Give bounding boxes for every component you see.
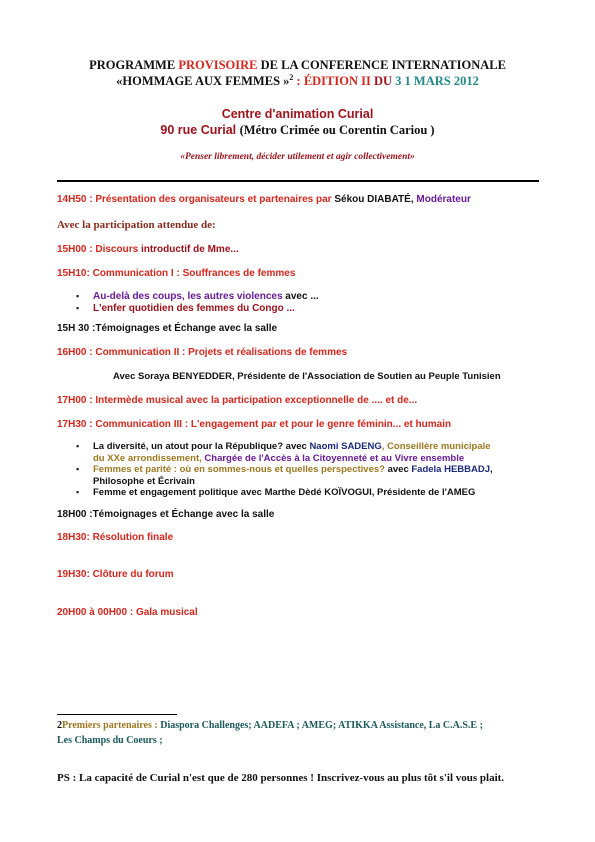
title-part: : ÉDITION II	[293, 74, 374, 89]
speaker-role: Chargée de l'Accès à la Citoyenneté et au Vivre ensemble	[204, 453, 465, 464]
title-part: PROVISOIRE	[178, 58, 258, 72]
item-text: Femmes et parité : où en sommes-nous et quelles perspectives?	[93, 464, 388, 475]
item-text: avec	[387, 464, 412, 475]
program-item-1500	[57, 244, 239, 255]
footnote-divider	[57, 714, 177, 715]
list-item: L'enfer quotidien des femmes du Congo ...	[93, 303, 295, 314]
program-item-1730: 17H30 : Communication III : L'engagement par et pour le genre féminin... et humain	[57, 419, 452, 430]
list-item-continued: Philosophe et Écrivain	[93, 476, 195, 487]
program-item-1450	[57, 194, 471, 205]
list-item	[93, 441, 491, 452]
program-item-1530: 15H 30 :Témoignages et Échange avec la salle	[57, 323, 278, 334]
venue-street: 90 rue Curial	[160, 123, 240, 137]
partner-list-continued: Les Champs du Coeurs ;	[57, 735, 163, 746]
ps-note: PS : La capacité de Curial n'est que de 280 personnes ! Inscrivez-vous au plus tôt s'il vous plait.	[57, 772, 505, 784]
title-part: DU	[373, 74, 396, 89]
list-item	[93, 291, 319, 302]
title-line-1	[0, 58, 595, 73]
speaker-role: , Conseillère municipale	[381, 441, 491, 452]
speaker-name: Sékou DIABATÉ	[334, 194, 411, 205]
motto: «Penser librement, décider utilement et agir collectivement»	[180, 152, 415, 162]
title-part: PROGRAMME	[89, 58, 179, 72]
speaker-name: Naomi SADENG	[309, 441, 382, 452]
list-item: Femme et engagement politique avec Marthe Dèdé KOÏVOGUI, Présidente de l'AMEG	[93, 487, 476, 498]
bullet-icon: ▪	[76, 487, 80, 497]
bullet-icon: ▪	[76, 441, 80, 451]
item-text: La diversité, un atout pour la République?	[93, 441, 286, 452]
program-item-1600-speaker: Avec Soraya BENYEDDER, Présidente de l'Association de Soutien au Peuple Tunisien	[113, 371, 501, 382]
item-text: 14H50 : Présentation des organisateurs et partenaires par	[57, 194, 335, 205]
footnote-label: Premiers partenaires :	[62, 720, 161, 731]
bullet-icon: ▪	[76, 291, 80, 301]
partner-list: Diaspora Challenges; AADEFA ; AMEG; ATIKKA Assistance, La C.A.S.E ;	[160, 720, 483, 731]
item-text: avec	[285, 441, 310, 452]
bullet-icon: ▪	[76, 303, 80, 313]
program-item-1930: 19H30: Clôture du forum	[57, 569, 174, 580]
title-date: 3 1 MARS 2012	[395, 74, 479, 89]
footnote-number: 2	[57, 720, 62, 731]
program-item-2000: 20H00 à 00H00 : Gala musical	[57, 607, 198, 618]
title-part: «HOMMAGE AUX FEMMES »	[116, 74, 290, 89]
item-text: 15H00 : Discours	[57, 244, 141, 255]
list-item-continued	[93, 453, 464, 464]
speaker-name: Fadela HEBBADJ	[411, 464, 491, 475]
bullet-icon: ▪	[76, 464, 80, 474]
footnote	[57, 720, 483, 731]
program-item-1800: 18H00 :Témoignages et Échange avec la salle	[57, 509, 275, 520]
venue-metro: (Métro Crimée ou Corentin Cariou )	[239, 123, 435, 137]
footnote-ref: 2	[289, 73, 294, 82]
program-item-1600: 16H00 : Communication II : Projets et réalisations de femmes	[57, 347, 348, 358]
item-text: introductif de Mme...	[140, 244, 239, 255]
speaker-role: Modérateur	[416, 194, 471, 205]
program-item-1700: 17H00 : Intermède musical avec la participation exceptionnelle de .... et de...	[57, 395, 418, 406]
item-text: ,	[410, 194, 417, 205]
list-item	[93, 464, 493, 475]
program-item-1510: 15H10: Communication I : Souffrances de femmes	[57, 268, 296, 279]
title-line-2	[0, 73, 595, 89]
venue-name: Centre d'animation Curial	[221, 107, 374, 121]
venue-address	[0, 123, 595, 138]
item-text: ,	[490, 464, 493, 475]
participation-heading: Avec la participation attendue de:	[57, 219, 216, 231]
program-item-1830: 18H30: Résolution finale	[57, 532, 174, 543]
header-divider	[57, 180, 539, 182]
item-text: Au-delà des coups, les autres violences	[93, 291, 286, 302]
item-text: avec ...	[285, 291, 319, 302]
speaker-role: du XXe arrondissement,	[93, 453, 205, 464]
title-part: DE LA CONFERENCE INTERNATIONALE	[257, 58, 506, 72]
